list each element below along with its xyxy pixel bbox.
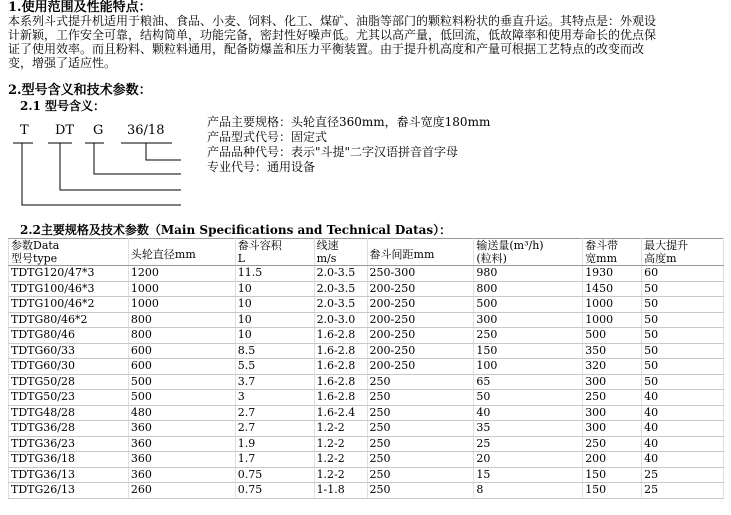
cell-capacity: 20 xyxy=(474,452,583,468)
table-row xyxy=(9,436,724,452)
cell-speed: 1.2-2 xyxy=(314,421,367,437)
cell-belt-width: 1000 xyxy=(583,312,642,328)
table-row xyxy=(9,421,724,437)
cell-speed: 1.6-2.8 xyxy=(314,359,367,375)
cell-model: TDTG60/33 xyxy=(9,343,129,359)
cell-speed: 1.6-2.8 xyxy=(314,374,367,390)
cell-wheel-diameter: 1000 xyxy=(128,281,235,297)
cell-bucket-spacing: 250 xyxy=(367,390,474,406)
cell-bucket-spacing: 200-250 xyxy=(367,297,474,313)
model-desc-spec: 产品主要规格：头轮直径360mm，畚斗宽度180mm xyxy=(207,115,491,129)
cell-bucket-spacing: 250-300 xyxy=(367,266,474,282)
header-type-label: 型号type xyxy=(11,252,58,265)
paragraph-line: 计新颖，工作安全可靠，结构简单，功能完备，密封性好噪声低。尤其以高产量，低回流，低故障率和使用寿命长的优点保 xyxy=(8,28,657,42)
cell-wheel-diameter: 360 xyxy=(128,452,235,468)
cell-model: TDTG36/28 xyxy=(9,421,129,437)
cell-belt-width: 250 xyxy=(583,390,642,406)
cell-max-height: 40 xyxy=(642,421,724,437)
cell-capacity: 65 xyxy=(474,374,583,390)
cell-bucket-volume: 0.75 xyxy=(235,483,314,499)
cell-capacity: 250 xyxy=(474,328,583,344)
table-row xyxy=(9,266,724,282)
cell-model: TDTG120/47*3 xyxy=(9,266,129,282)
header-capacity xyxy=(474,239,583,266)
cell-model: TDTG60/30 xyxy=(9,359,129,375)
header-label: 畚斗容积 xyxy=(237,239,282,252)
cell-capacity: 15 xyxy=(474,467,583,483)
header-speed xyxy=(314,239,367,266)
cell-max-height: 50 xyxy=(642,328,724,344)
cell-capacity: 35 xyxy=(474,421,583,437)
cell-belt-width: 150 xyxy=(583,483,642,499)
header-model xyxy=(9,239,129,266)
header-label: 畚斗间距mm xyxy=(369,248,435,261)
cell-wheel-diameter: 500 xyxy=(128,390,235,406)
section2-title: 2.型号含义和技术参数： xyxy=(8,83,152,98)
header-label: 头轮直径mm xyxy=(130,248,196,261)
header-bucket-spacing xyxy=(367,239,474,266)
cell-max-height: 50 xyxy=(642,281,724,297)
table-row xyxy=(9,374,724,390)
cell-max-height: 40 xyxy=(642,436,724,452)
table-header-row xyxy=(9,239,724,266)
table-row xyxy=(9,452,724,468)
cell-bucket-volume: 8.5 xyxy=(235,343,314,359)
model-code-t: T xyxy=(20,123,29,138)
cell-bucket-volume: 10 xyxy=(235,328,314,344)
cell-model: TDTG50/28 xyxy=(9,374,129,390)
section2-2-title: 2.2主要规格及技术参数（Main Specifications and Technical Datas）： xyxy=(20,223,452,237)
cell-bucket-spacing: 200-250 xyxy=(367,281,474,297)
cell-model: TDTG48/28 xyxy=(9,405,129,421)
cell-capacity: 980 xyxy=(474,266,583,282)
cell-wheel-diameter: 500 xyxy=(128,374,235,390)
cell-bucket-spacing: 250 xyxy=(367,421,474,437)
header-label: 输送量(m³/h) xyxy=(476,239,544,252)
cell-bucket-volume: 10 xyxy=(235,297,314,313)
cell-wheel-diameter: 1200 xyxy=(128,266,235,282)
header-unit: 高度m xyxy=(644,252,677,265)
cell-bucket-spacing: 250 xyxy=(367,483,474,499)
cell-bucket-volume: 11.5 xyxy=(235,266,314,282)
cell-bucket-volume: 3.7 xyxy=(235,374,314,390)
table-row xyxy=(9,467,724,483)
cell-belt-width: 500 xyxy=(583,328,642,344)
paragraph-line: 变，增强了适应性。 xyxy=(8,56,117,70)
cell-wheel-diameter: 360 xyxy=(128,436,235,452)
cell-wheel-diameter: 360 xyxy=(128,467,235,483)
cell-capacity: 300 xyxy=(474,312,583,328)
cell-wheel-diameter: 800 xyxy=(128,328,235,344)
model-code-g: G xyxy=(93,123,104,138)
cell-speed: 1.6-2.8 xyxy=(314,343,367,359)
cell-bucket-volume: 0.75 xyxy=(235,467,314,483)
cell-max-height: 40 xyxy=(642,390,724,406)
header-data-label: 参数Data xyxy=(11,239,60,252)
cell-bucket-spacing: 250 xyxy=(367,452,474,468)
section1-title: 1.使用范围及性能特点： xyxy=(8,0,152,15)
cell-belt-width: 250 xyxy=(583,436,642,452)
cell-capacity: 800 xyxy=(474,281,583,297)
model-desc-profession: 专业代号：通用设备 xyxy=(207,160,316,174)
cell-max-height: 50 xyxy=(642,359,724,375)
cell-capacity: 50 xyxy=(474,390,583,406)
cell-model: TDTG36/13 xyxy=(9,467,129,483)
cell-wheel-diameter: 600 xyxy=(128,359,235,375)
cell-capacity: 100 xyxy=(474,359,583,375)
cell-belt-width: 1000 xyxy=(583,297,642,313)
cell-bucket-volume: 3 xyxy=(235,390,314,406)
cell-capacity: 500 xyxy=(474,297,583,313)
header-belt-width xyxy=(583,239,642,266)
cell-model: TDTG26/13 xyxy=(9,483,129,499)
cell-model: TDTG100/46*3 xyxy=(9,281,129,297)
cell-wheel-diameter: 600 xyxy=(128,343,235,359)
cell-speed: 1-1.8 xyxy=(314,483,367,499)
cell-wheel-diameter: 800 xyxy=(128,312,235,328)
cell-max-height: 40 xyxy=(642,405,724,421)
cell-speed: 1.6-2.8 xyxy=(314,328,367,344)
header-unit: (粒料) xyxy=(476,252,507,265)
cell-speed: 1.2-2 xyxy=(314,467,367,483)
cell-max-height: 25 xyxy=(642,467,724,483)
table-row xyxy=(9,328,724,344)
cell-capacity: 150 xyxy=(474,343,583,359)
header-unit: L xyxy=(237,252,246,265)
cell-speed: 2.0-3.5 xyxy=(314,266,367,282)
table-row xyxy=(9,343,724,359)
cell-belt-width: 300 xyxy=(583,421,642,437)
cell-bucket-volume: 10 xyxy=(235,281,314,297)
model-desc-type: 产品型式代号：固定式 xyxy=(207,130,328,144)
cell-wheel-diameter: 360 xyxy=(128,421,235,437)
cell-model: TDTG36/18 xyxy=(9,452,129,468)
cell-speed: 1.6-2.4 xyxy=(314,405,367,421)
cell-speed: 2.0-3.5 xyxy=(314,297,367,313)
cell-bucket-spacing: 200-250 xyxy=(367,312,474,328)
cell-belt-width: 300 xyxy=(583,405,642,421)
cell-bucket-volume: 2.7 xyxy=(235,405,314,421)
cell-model: TDTG100/46*2 xyxy=(9,297,129,313)
cell-max-height: 50 xyxy=(642,374,724,390)
table-row xyxy=(9,390,724,406)
model-desc-variety: 产品品种代号：表示"斗提"二字汉语拼音首字母 xyxy=(207,145,459,159)
cell-max-height: 60 xyxy=(642,266,724,282)
cell-max-height: 40 xyxy=(642,452,724,468)
cell-belt-width: 1930 xyxy=(583,266,642,282)
cell-bucket-volume: 1.7 xyxy=(235,452,314,468)
cell-belt-width: 1450 xyxy=(583,281,642,297)
paragraph-line: 本系列斗式提升机适用于粮油、食品、小麦、饲料、化工、煤矿、油脂等部门的颗粒料粉状的垂直升运。其特点是：外观设 xyxy=(8,14,657,28)
table-row xyxy=(9,297,724,313)
cell-bucket-volume: 10 xyxy=(235,312,314,328)
cell-max-height: 25 xyxy=(642,483,724,499)
table-row xyxy=(9,405,724,421)
model-code-dt: DT xyxy=(55,123,75,138)
cell-bucket-spacing: 200-250 xyxy=(367,343,474,359)
table-row xyxy=(9,483,724,499)
cell-bucket-spacing: 250 xyxy=(367,405,474,421)
table-row xyxy=(9,359,724,375)
cell-belt-width: 200 xyxy=(583,452,642,468)
cell-max-height: 50 xyxy=(642,312,724,328)
cell-speed: 2.0-3.0 xyxy=(314,312,367,328)
cell-bucket-spacing: 250 xyxy=(367,374,474,390)
cell-bucket-volume: 2.7 xyxy=(235,421,314,437)
cell-capacity: 8 xyxy=(474,483,583,499)
cell-belt-width: 150 xyxy=(583,467,642,483)
table-row xyxy=(9,312,724,328)
header-label: 线速 xyxy=(316,239,339,252)
cell-capacity: 25 xyxy=(474,436,583,452)
cell-model: TDTG36/23 xyxy=(9,436,129,452)
cell-bucket-volume: 1.9 xyxy=(235,436,314,452)
cell-wheel-diameter: 1000 xyxy=(128,297,235,313)
header-label: 畚斗带 xyxy=(585,239,619,252)
cell-model: TDTG50/23 xyxy=(9,390,129,406)
header-unit: 宽mm xyxy=(585,252,618,265)
cell-speed: 2.0-3.5 xyxy=(314,281,367,297)
cell-bucket-spacing: 200-250 xyxy=(367,328,474,344)
table-row xyxy=(9,281,724,297)
cell-max-height: 50 xyxy=(642,343,724,359)
spec-table xyxy=(8,238,724,499)
cell-speed: 1.2-2 xyxy=(314,436,367,452)
paragraph-line: 证了使用效率。而且粉料、颗粒料通用，配备防爆盖和压力平衡装置。由于提升机高度和产量可根据工艺特点的改变而改 xyxy=(8,42,645,56)
cell-bucket-spacing: 250 xyxy=(367,436,474,452)
cell-max-height: 50 xyxy=(642,297,724,313)
cell-wheel-diameter: 260 xyxy=(128,483,235,499)
cell-belt-width: 300 xyxy=(583,374,642,390)
header-wheel-diameter xyxy=(128,239,235,266)
cell-belt-width: 320 xyxy=(583,359,642,375)
cell-bucket-spacing: 200-250 xyxy=(367,359,474,375)
cell-model: TDTG80/46*2 xyxy=(9,312,129,328)
model-code-spec: 36/18 xyxy=(127,123,165,138)
table-body xyxy=(9,266,724,499)
header-unit: m/s xyxy=(316,252,337,265)
header-label: 最大提升 xyxy=(644,239,689,252)
cell-bucket-spacing: 250 xyxy=(367,467,474,483)
header-max-height xyxy=(642,239,724,266)
cell-model: TDTG80/46 xyxy=(9,328,129,344)
cell-belt-width: 350 xyxy=(583,343,642,359)
header-bucket-volume xyxy=(235,239,314,266)
cell-capacity: 40 xyxy=(474,405,583,421)
cell-speed: 1.6-2.8 xyxy=(314,390,367,406)
cell-speed: 1.2-2 xyxy=(314,452,367,468)
cell-bucket-volume: 5.5 xyxy=(235,359,314,375)
cell-wheel-diameter: 480 xyxy=(128,405,235,421)
section2-1-title: 2.1 型号含义： xyxy=(20,99,106,113)
